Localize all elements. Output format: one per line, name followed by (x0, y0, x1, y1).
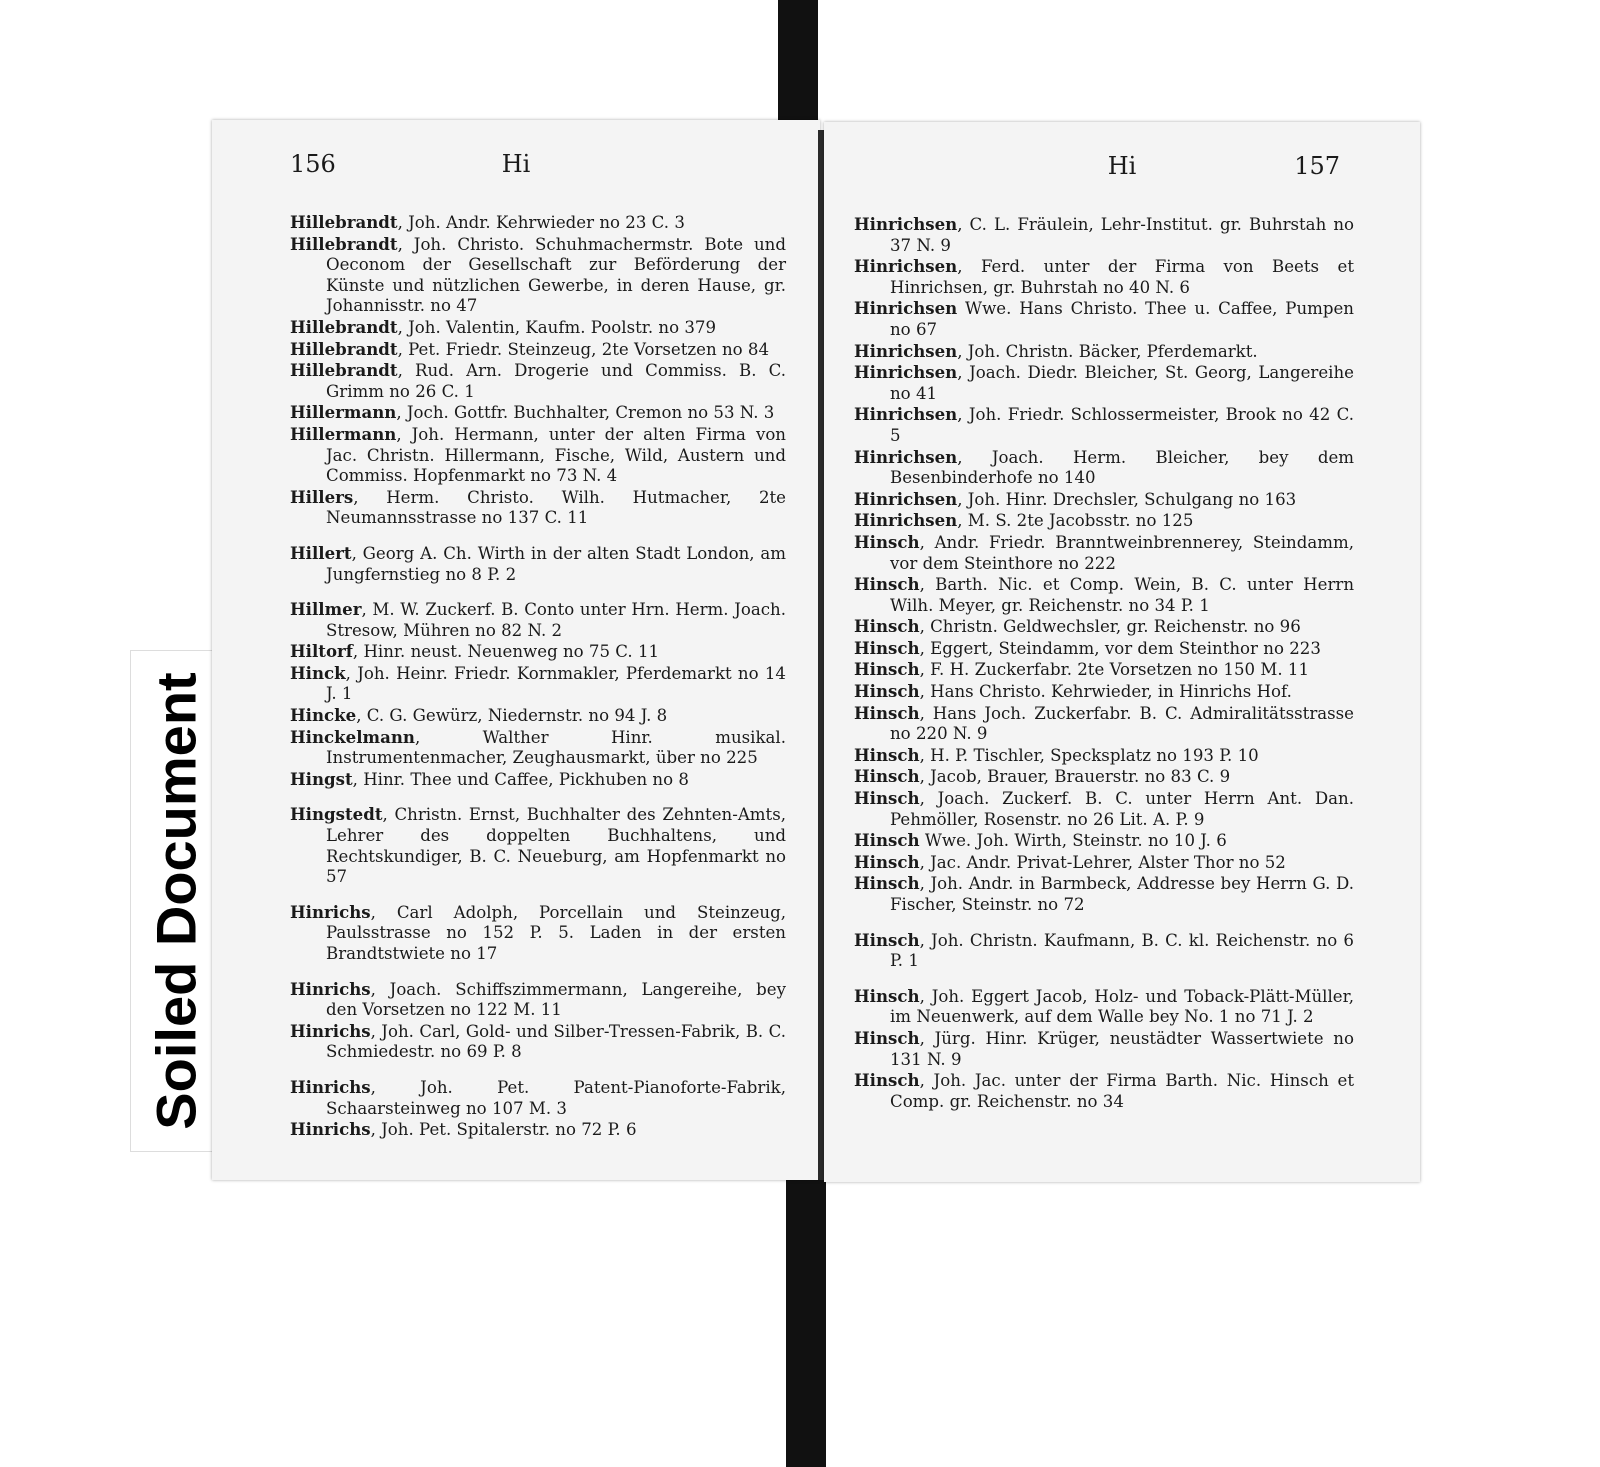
directory-entry (290, 663, 786, 705)
entry-details: , M. S. 2te Jacobsstr. no 125 (957, 511, 1194, 531)
entry-surname: Hinrichs (290, 1119, 371, 1140)
entry-surname: Hinsch (854, 702, 920, 723)
directory-entry (290, 705, 786, 727)
entry-details: , Hinr. Thee und Caffee, Pickhuben no 8 (352, 769, 689, 789)
directory-entry (854, 766, 1354, 788)
entry-surname: Hinsch (854, 531, 920, 552)
entry-surname: Hillert (290, 542, 352, 563)
binding-strip-bottom (786, 1180, 826, 1467)
entry-surname: Hinsch (854, 681, 920, 702)
entry-surname: Hinsch (854, 1027, 920, 1048)
directory-entry (854, 447, 1354, 489)
entry-surname: Hinsch (854, 929, 920, 950)
entry-surname: Hillermann (290, 423, 397, 444)
entry-details: Wwe. Joh. Wirth, Steinstr. no 10 J. 6 (919, 831, 1227, 851)
directory-entry (290, 641, 786, 663)
directory-entry (854, 256, 1354, 298)
entry-surname: Hinsch (854, 788, 920, 809)
right-page-header (824, 152, 1420, 192)
entry-surname: Hinsch (854, 830, 920, 851)
entry-surname: Hinsch (854, 985, 920, 1006)
directory-entry (854, 638, 1354, 660)
directory-entry (854, 489, 1354, 511)
directory-entry (854, 214, 1354, 256)
directory-entry (290, 769, 786, 791)
entry-surname: Hillebrandt (290, 360, 398, 381)
entry-surname: Hillmer (290, 599, 362, 620)
soiled-document-text: Soiled Document (144, 672, 208, 1130)
entry-details: , Ferd. unter der Firma von Beets et Hinrichsen, gr. Buhrstah no 40 N. 6 (890, 257, 1354, 297)
entry-details: , Joh. Andr. Kehrwieder no 23 C. 3 (397, 213, 685, 232)
entry-details: , Christn. Ernst, Buchhalter des Zehnten-Amts, Lehrer des doppelten Buchhaltens, und Rechtskundiger, B. C. Neueburg, am Hopfenmarkt no 57 (326, 805, 786, 887)
entry-details: , Hans Joch. Zuckerfabr. B. C. Admiralitätsstrasse no 220 N. 9 (890, 703, 1354, 744)
directory-entry (854, 1070, 1354, 1112)
directory-entry (290, 1021, 786, 1063)
entry-surname: Hinrichsen (854, 488, 958, 509)
directory-entry (854, 986, 1354, 1028)
directory-entry (854, 532, 1354, 574)
entry-details: , Walther Hinr. musikal. Instrumentenmacher, Zeughausmarkt, über no 225 (326, 727, 786, 768)
entry-details: , Joch. Gottfr. Buchhalter, Cremon no 53 N. 3 (396, 403, 775, 423)
directory-entry (290, 1077, 786, 1119)
binding-strip-top (778, 0, 818, 140)
entry-details: , Joh. Eggert Jacob, Holz- und Toback-Plätt-Müller, im Neuenwerk, auf dem Walle bey No. 1 no 71 J. 2 (890, 986, 1354, 1027)
entry-details: , C. G. Gewürz, Niedernstr. no 94 J. 8 (356, 706, 668, 726)
entry-surname: Hillermann (290, 402, 397, 423)
entry-surname: Hillebrandt (290, 233, 398, 254)
directory-entry (854, 362, 1354, 404)
directory-entry (290, 234, 786, 317)
entry-details: , Hinr. neust. Neuenweg no 75 C. 11 (352, 642, 660, 662)
entry-details: Wwe. Hans Christo. Thee u. Caffee, Pumpen no 67 (890, 299, 1354, 339)
directory-entry (290, 979, 786, 1021)
directory-entry (854, 510, 1354, 532)
entry-details: , Joh. Andr. in Barmbeck, Addresse bey Herrn G. D. Fischer, Steinstr. no 72 (890, 874, 1354, 914)
entry-surname: Hillebrandt (290, 212, 398, 232)
entry-surname: Hincke (290, 705, 357, 726)
entry-surname: Hinrichsen (854, 362, 958, 383)
directory-entry (854, 404, 1354, 446)
entry-details: , Hans Christo. Kehrwieder, in Hinrichs Hof. (919, 682, 1292, 702)
entry-details: , Joach. Herm. Bleicher, bey dem Besenbinderhofe no 140 (890, 447, 1354, 488)
entry-surname: Hinrichs (290, 1076, 371, 1097)
entry-surname: Hingstedt (290, 804, 383, 825)
directory-entry (290, 360, 786, 402)
entry-surname: Hinsch (854, 873, 920, 894)
right-page (824, 122, 1420, 1182)
entry-details: , Joh. Christo. Schuhmachermstr. Bote und Oeconom der Gesellschaft zur Beförderung der Künste und nützlichen Gewerbe, in deren Hause, gr. Johannisstr. no 47 (326, 234, 786, 316)
left-page (212, 120, 820, 1180)
directory-entry (290, 902, 786, 965)
entry-surname: Hinrichs (290, 901, 371, 922)
entry-surname: Hinsch (854, 574, 920, 595)
directory-entry (290, 727, 786, 769)
entry-details: , Joh. Hermann, unter der alten Firma von Jac. Christn. Hillermann, Fische, Wild, Austern und Commiss. Hopfenmarkt no 73 N. 4 (326, 424, 786, 486)
entry-details: , Herm. Christo. Wilh. Hutmacher, 2te Neumannsstrasse no 137 C. 11 (326, 487, 786, 528)
entry-details: , Joh. Heinr. Friedr. Kornmakler, Pferdemarkt no 14 J. 1 (326, 663, 786, 704)
entry-surname: Hiltorf (290, 641, 353, 662)
directory-entry (290, 402, 786, 424)
entry-details: , Joh. Christn. Kaufmann, B. C. kl. Reichenstr. no 6 P. 1 (890, 930, 1354, 971)
directory-entry (854, 616, 1354, 638)
entry-surname: Hinsch (854, 637, 920, 658)
entry-details: , Andr. Friedr. Branntweinbrennerey, Steindamm, vor dem Steinthore no 222 (890, 532, 1354, 573)
entry-surname: Hinsch (854, 766, 920, 787)
entry-details: , H. P. Tischler, Specksplatz no 193 P. 10 (919, 745, 1259, 765)
directory-entry (290, 212, 786, 234)
entry-details: , Joach. Diedr. Bleicher, St. Georg, Langereihe no 41 (890, 363, 1354, 403)
left-entry-list (290, 212, 786, 1141)
right-entry-list (854, 214, 1354, 1112)
directory-entry (290, 804, 786, 887)
right-running-head: Hi (1107, 152, 1137, 180)
entry-details: , Christn. Geldwechsler, gr. Reichenstr. no 96 (919, 617, 1301, 637)
directory-entry (854, 873, 1354, 915)
directory-entry (854, 703, 1354, 745)
directory-entry (854, 341, 1354, 363)
entry-details: , Joh. Hinr. Drechsler, Schulgang no 163 (957, 489, 1297, 509)
entry-details: , Joh. Valentin, Kaufm. Poolstr. no 379 (397, 317, 717, 337)
directory-entry (290, 487, 786, 529)
entry-details: , Jac. Andr. Privat-Lehrer, Alster Thor no 52 (919, 852, 1286, 872)
directory-entry (854, 930, 1354, 972)
entry-surname: Hinrichsen (854, 256, 958, 277)
entry-surname: Hillers (290, 486, 354, 507)
directory-entry (854, 574, 1354, 616)
entry-surname: Hinckelmann (290, 726, 415, 747)
directory-entry (854, 1028, 1354, 1070)
entry-surname: Hinrichsen (854, 214, 958, 234)
entry-surname: Hinsch (854, 851, 920, 872)
left-page-header (212, 150, 820, 190)
entry-details: , Joh. Pet. Spitalerstr. no 72 P. 6 (370, 1120, 637, 1140)
directory-entry (854, 298, 1354, 340)
directory-entry (854, 659, 1354, 681)
entry-details: , Barth. Nic. et Comp. Wein, B. C. unter Herrn Wilh. Meyer, gr. Reichenstr. no 34 P. 1 (890, 575, 1354, 615)
entry-surname: Hinrichsen (854, 446, 958, 467)
entry-details: , Joh. Jac. unter der Firma Barth. Nic. Hinsch et Comp. gr. Reichenstr. no 34 (890, 1071, 1354, 1111)
directory-entry (854, 681, 1354, 703)
entry-surname: Hinrichs (290, 1020, 371, 1041)
entry-details: , Rud. Arn. Drogerie und Commiss. B. C. Grimm no 26 C. 1 (326, 361, 786, 401)
entry-details: , Joh. Christn. Bäcker, Pferdemarkt. (957, 341, 1258, 361)
directory-entry (290, 424, 786, 487)
entry-details: , Pet. Friedr. Steinzeug, 2te Vorsetzen no 84 (397, 339, 770, 359)
directory-entry (854, 745, 1354, 767)
entry-surname: Hinck (290, 662, 346, 683)
entry-surname: Hillebrandt (290, 316, 398, 337)
entry-details: , Joh. Pet. Patent-Pianoforte-Fabrik, Schaarsteinweg no 107 M. 3 (326, 1077, 786, 1118)
entry-details: , Carl Adolph, Porcellain und Steinzeug, Paulsstrasse no 152 P. 5. Laden in der ersten Brandtstwiete no 17 (326, 902, 786, 963)
entry-surname: Hinrichsen (854, 298, 958, 319)
directory-entry (854, 788, 1354, 830)
entry-surname: Hingst (290, 768, 353, 789)
entry-surname: Hinrichsen (854, 510, 958, 531)
entry-details: , Jürg. Hinr. Krüger, neustädter Wassertwiete no 131 N. 9 (890, 1028, 1354, 1069)
right-page-number: 157 (1294, 152, 1340, 180)
directory-entry (290, 599, 786, 641)
directory-entry (854, 830, 1354, 852)
directory-entry (290, 543, 786, 585)
entry-details: , M. W. Zuckerf. B. Conto unter Hrn. Herm. Joach. Stresow, Mühren no 82 N. 2 (326, 600, 786, 640)
entry-surname: Hinsch (854, 744, 920, 765)
entry-details: , Jacob, Brauer, Brauerstr. no 83 C. 9 (919, 767, 1231, 787)
directory-entry (290, 339, 786, 361)
soiled-document-label (130, 650, 222, 1152)
entry-details: , F. H. Zuckerfabr. 2te Vorsetzen no 150 M. 11 (919, 660, 1310, 680)
entry-details: , C. L. Fräulein, Lehr-Institut. gr. Buhrstah no 37 N. 9 (890, 215, 1354, 255)
entry-details: , Joach. Schiffszimmermann, Langereihe, bey den Vorsetzen no 122 M. 11 (326, 979, 786, 1020)
directory-entry (854, 852, 1354, 874)
entry-details: , Joh. Friedr. Schlossermeister, Brook no 42 C. 5 (890, 405, 1354, 445)
entry-surname: Hillebrandt (290, 338, 398, 359)
entry-surname: Hinrichsen (854, 404, 958, 425)
entry-details: , Joh. Carl, Gold- und Silber-Tressen-Fabrik, B. C. Schmiedestr. no 69 P. 8 (326, 1021, 786, 1062)
entry-surname: Hinrichsen (854, 340, 958, 361)
entry-details: , Georg A. Ch. Wirth in der alten Stadt London, am Jungfernstieg no 8 P. 2 (326, 543, 786, 584)
entry-details: , Joach. Zuckerf. B. C. unter Herrn Ant. Dan. Pehmöller, Rosenstr. no 26 Lit. A. P. 9 (890, 789, 1354, 829)
entry-details: , Eggert, Steindamm, vor dem Steinthor no 223 (919, 638, 1321, 658)
entry-surname: Hinrichs (290, 978, 371, 999)
entry-surname: Hinsch (854, 616, 920, 637)
directory-entry (290, 317, 786, 339)
entry-surname: Hinsch (854, 1070, 920, 1091)
directory-entry (290, 1119, 786, 1141)
entry-surname: Hinsch (854, 659, 920, 680)
left-running-head: Hi (501, 150, 531, 178)
left-page-number: 156 (290, 150, 336, 178)
